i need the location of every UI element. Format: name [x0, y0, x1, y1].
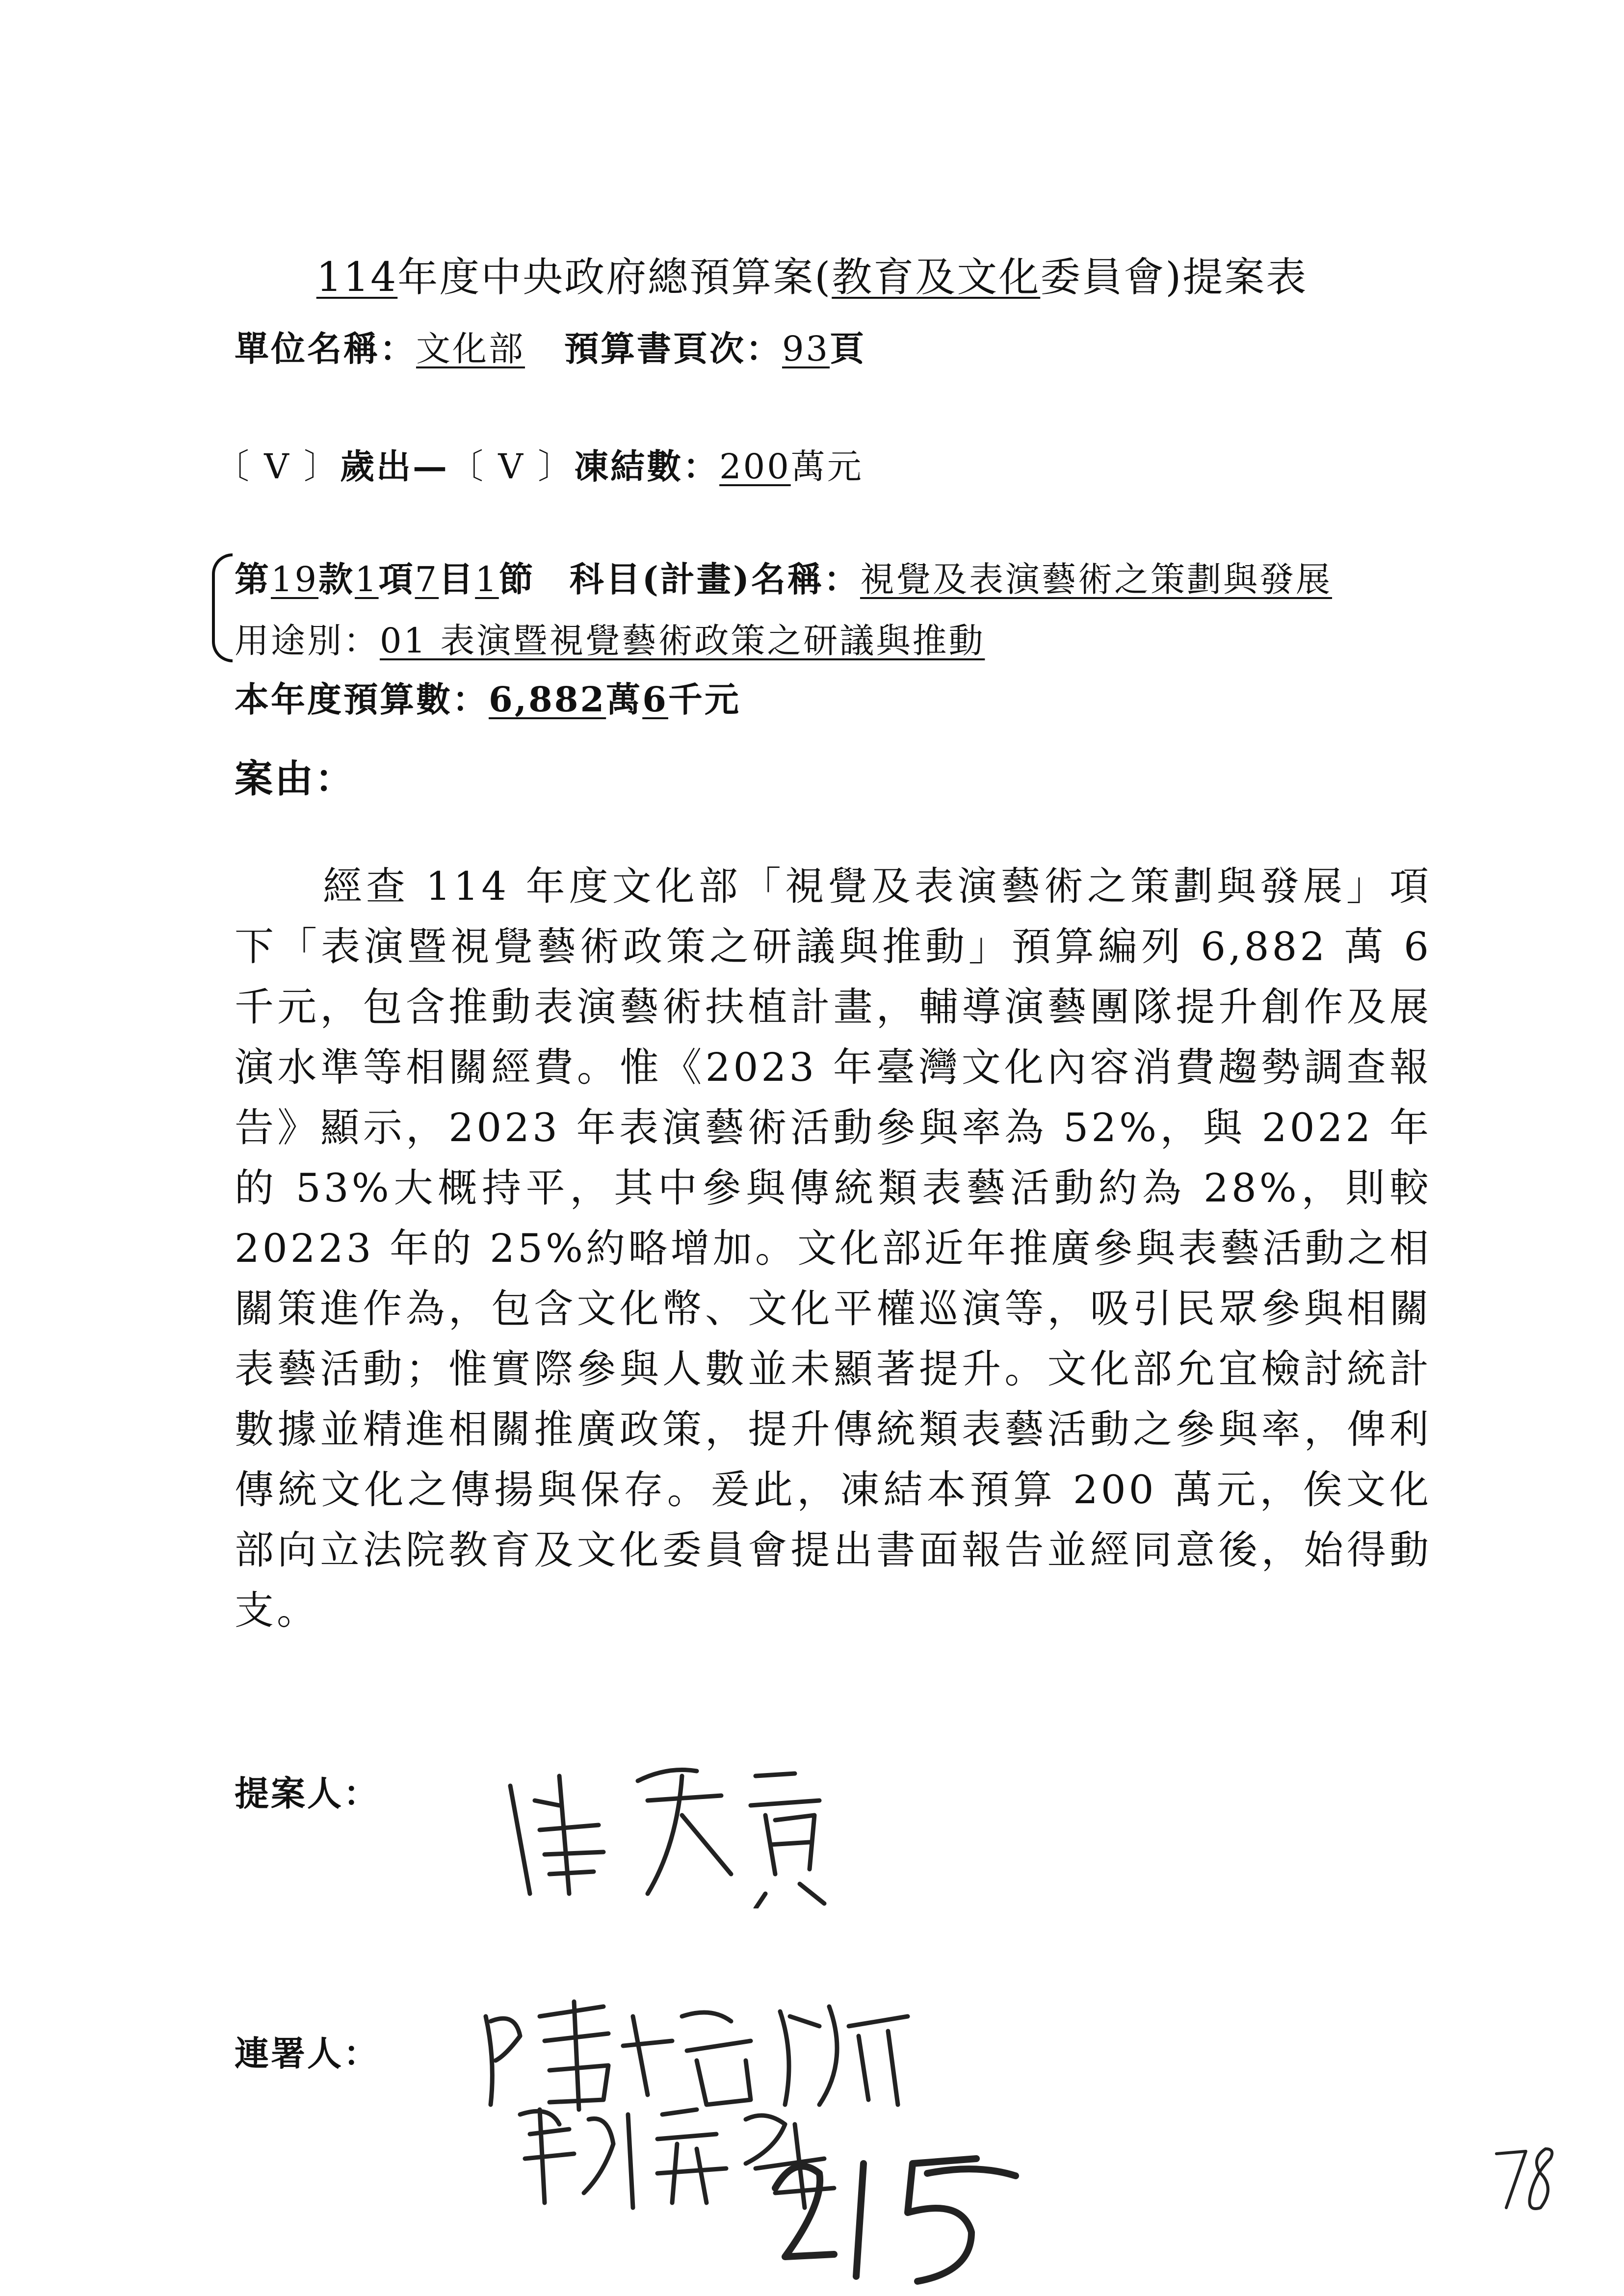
- title-committee: 教育及文化: [832, 254, 1041, 301]
- title-part2: 委員會)提案表: [1040, 254, 1308, 301]
- account-jie: 1: [475, 559, 499, 600]
- account-jie-label: 節: [498, 559, 535, 600]
- budget-qian-label: 千元: [668, 679, 741, 720]
- title-year: 114: [316, 254, 398, 301]
- account-kuan-label: 款: [318, 559, 355, 600]
- budget-label: 本年度預算數：: [235, 679, 489, 720]
- account-mu-label: 目: [439, 559, 475, 600]
- account-xiang-label: 項: [378, 559, 415, 600]
- page-number-handwritten: [1492, 2139, 1565, 2218]
- frozen-unit: 萬元: [790, 446, 864, 487]
- cosigner-label: 連署人：: [235, 2033, 380, 2074]
- use-line: [235, 613, 985, 663]
- stamp-number-handwritten: [765, 2144, 1021, 2291]
- frozen-label: 凍結數：: [574, 446, 720, 487]
- item-label: 科目(計畫)名稱：: [569, 559, 860, 600]
- item-name: 視覺及表演藝術之策劃與發展: [860, 559, 1332, 600]
- unit-name: 文化部: [416, 329, 525, 369]
- budget-wan: 6,882: [489, 679, 606, 720]
- page-label: 預算書頁次：: [564, 328, 782, 369]
- account-line: [235, 552, 1332, 601]
- account-bracket: [212, 553, 233, 662]
- reason-label: 案由：: [235, 757, 356, 801]
- use-label: 用途別：: [235, 621, 380, 661]
- proposer-label: 提案人：: [235, 1773, 380, 1814]
- account-kuan: 19: [271, 559, 319, 600]
- account-xiang: 1: [355, 559, 379, 600]
- frozen-check: 〔 V 〕: [449, 446, 575, 487]
- account-mu: 7: [415, 559, 439, 600]
- page-title: [0, 245, 1624, 303]
- page-number: 93: [782, 329, 830, 369]
- unit-line: [235, 321, 866, 371]
- unit-label: 單位名稱：: [235, 328, 416, 369]
- page-suffix: 頁: [830, 328, 866, 369]
- budget-wan-label: 萬: [606, 679, 643, 720]
- account-prefix: 第: [235, 559, 271, 600]
- budget-qian: 6: [642, 679, 668, 720]
- budget-line: [235, 672, 741, 722]
- freeze-line: [215, 439, 864, 489]
- use-name: 01 表演暨視覺藝術政策之研議與推動: [380, 621, 985, 661]
- reason-body: 經查 114 年度文化部「視覺及表演藝術之策劃與發展」項下「表演暨視覺藝術政策之研議與推動」預算編列 6,882 萬 6 千元，包含推動表演藝術扶植計畫，輔導演藝團隊提升創作及展演水準等相關經費。惟《2023 年臺灣文化內容消費趨勢調查報告》顯示，2023 年表演藝術活動參與率為 52%，與 2022 年的 53%大概持平，其中參與傳統類表藝活動約為 28%，則較 20223 年的 25%約略增加。文化部近年推廣參與表藝活動之相關策進作為，包含文化幣、文化平權巡演等，吸引民眾參與相關表藝活動；惟實際參與人數並未顯著提升。文化部允宜檢討統計數據並精進相關推廣政策，提升傳統類表藝活動之參與率，俾利傳統文化之傳揚與保存。爰此，凍結本預算 200 萬元，俟文化部向立法院教育及文化委員會提出書面報告並經同意後，始得動支。: [235, 863, 1432, 1633]
- proposer-signature: [500, 1747, 844, 1908]
- expense-label: 歲出—: [340, 446, 449, 487]
- title-part1: 年度中央政府總預算案(: [397, 254, 832, 301]
- frozen-amount: 200: [719, 446, 791, 487]
- expense-check: 〔 V 〕: [215, 446, 341, 487]
